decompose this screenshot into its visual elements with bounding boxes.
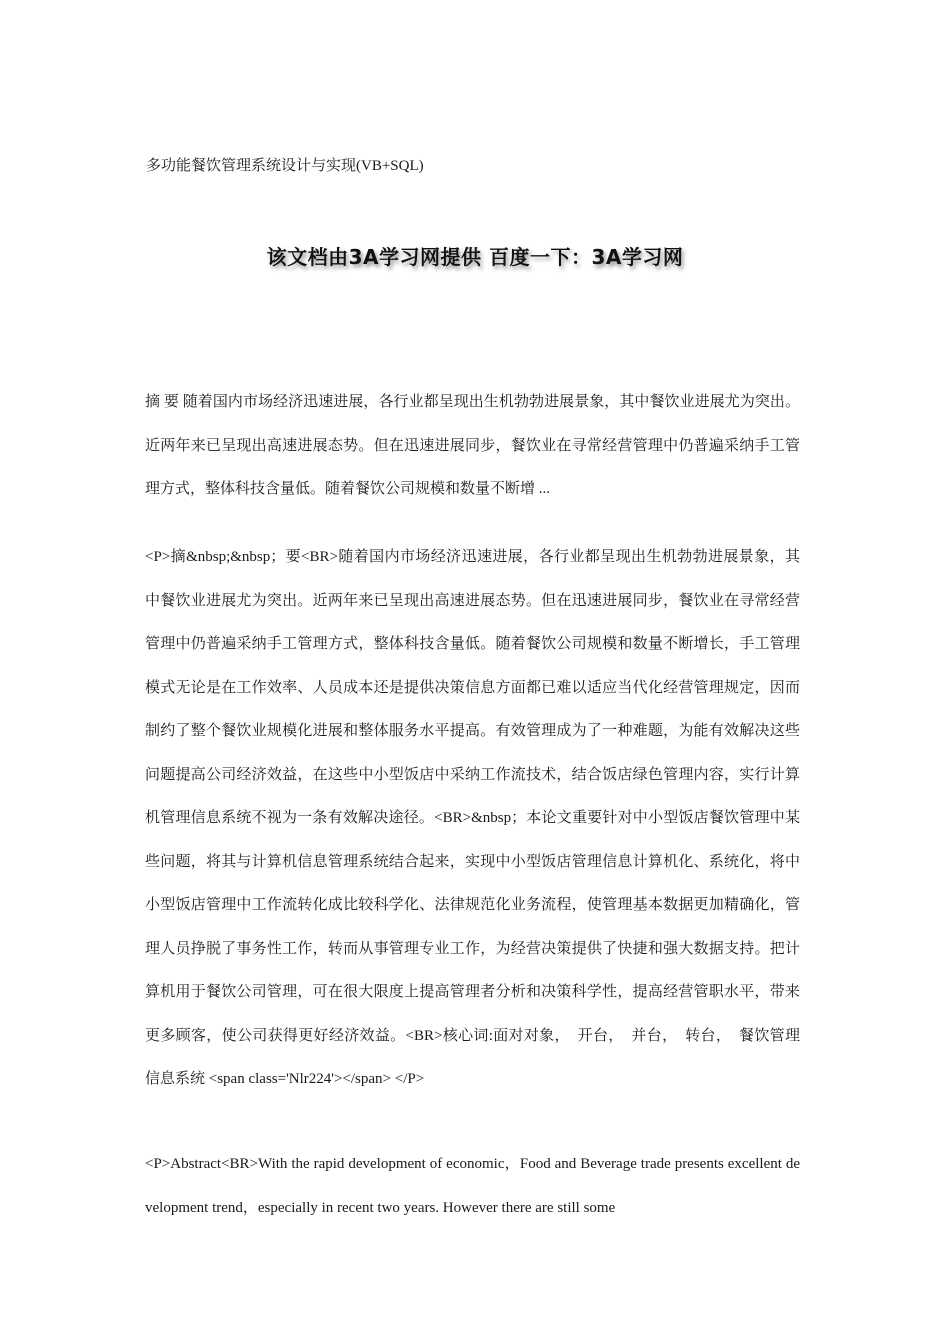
document-title: 多功能餐饮管理系统设计与实现(VB+SQL): [146, 158, 424, 174]
abstract-preview-paragraph: 摘 要 随着国内市场经济迅速进展，各行业都呈现出生机勃勃进展景象，其中餐饮业进展尤为突出。近两年来已呈现出高速进展态势。但在迅速进展同步，餐饮业在寻常经营管理中仍普遍采纳手工管理方式，整体科技含量低。随着餐饮公司规模和数量不断增 ...: [145, 394, 800, 497]
raw-html-english-abstract-paragraph: <P>Abstract<BR>With the rapid development of economic，Food and Beverage trade presents excellent development trend，especially in recent two years. However there are still some: [145, 1156, 800, 1216]
raw-html-abstract-paragraph: <P>摘&nbsp;&nbsp；要<BR>随着国内市场经济迅速进展，各行业都呈现出生机勃勃进展景象，其中餐饮业进展尤为突出。近两年来已呈现出高速进展态势。但在迅速进展同步，餐饮业在寻常经营管理中仍普遍采纳手工管理方式，整体科技含量低。随着餐饮公司规模和数量不断增长，手工管理模式无论是在工作效率、人员成本还是提供决策信息方面都已难以适应当代化经营管理规定，因而制约了整个餐饮业规模化进展和整体服务水平提高。有效管理成为了一种难题，为能有效解决这些问题提高公司经济效益，在这些中小型饭店中采纳工作流技术，结合饭店绿色管理内容，实行计算机管理信息系统不视为一条有效解决途径。<BR>&nbsp；本论文重要针对中小型饭店餐饮管理中某些问题，将其与计算机信息管理系统结合起来，实现中小型饭店管理信息计算机化、系统化，将中小型饭店管理中工作流转化成比较科学化、法律规范化业务流程，使管理基本数据更加精确化，管理人员挣脱了事务性工作，转而从事管理专业工作，为经营决策提供了快捷和强大数据支持。把计算机用于餐饮公司管理，可在很大限度上提高管理者分析和决策科学性，提高经营管职水平，带来更多顾客，使公司获得更好经济效益。<BR>核心词:面对对象， 开台， 并台， 转台， 餐饮管理信息系统 <span class='Nlr224'></span> </P>: [145, 549, 800, 1087]
watermark-banner: 该文档由3A学习网提供 百度一下：3A学习网: [266, 245, 684, 269]
